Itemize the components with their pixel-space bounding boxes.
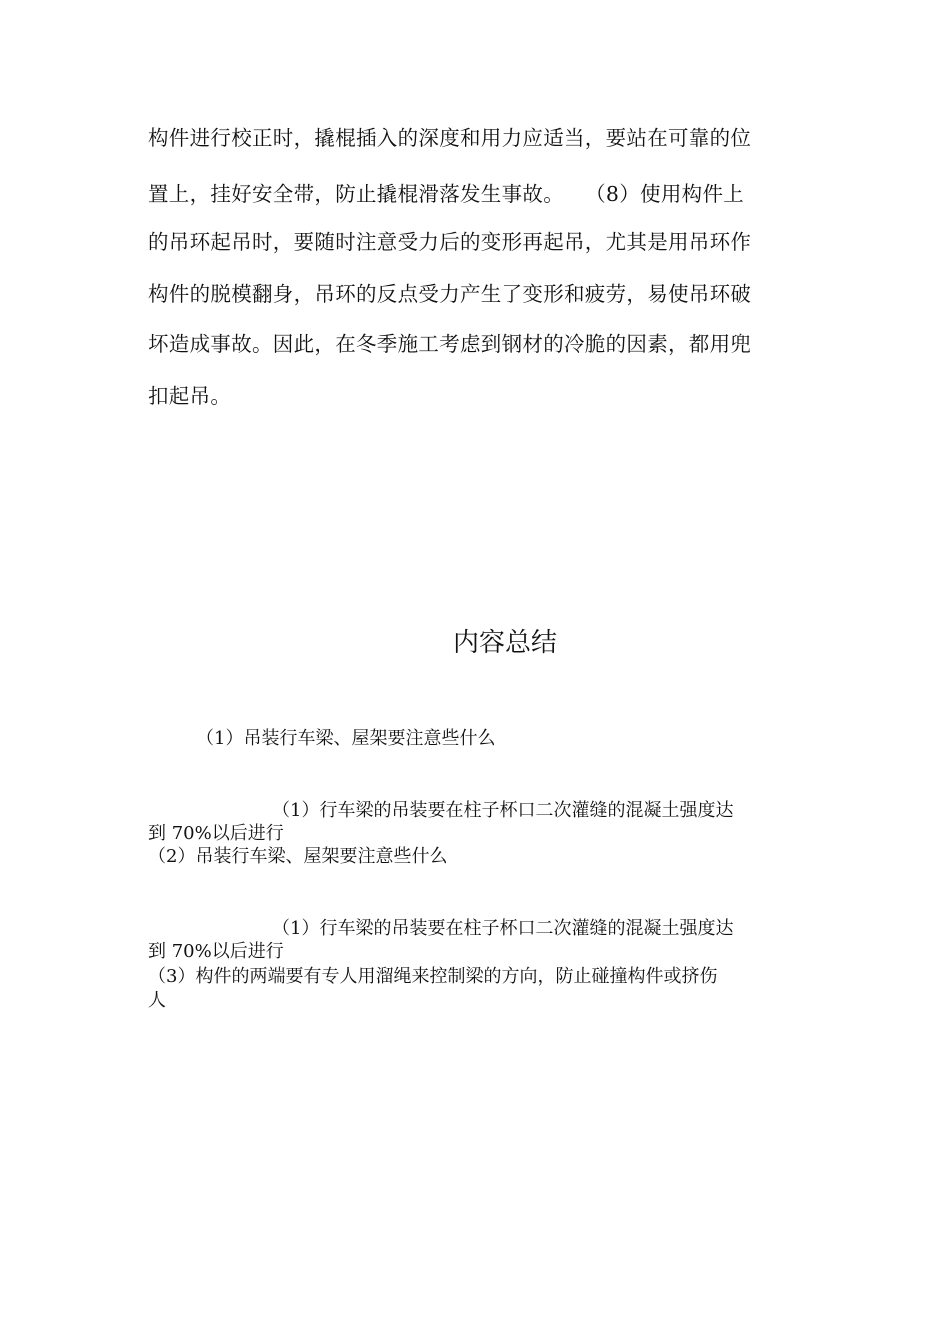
paragraph-line: 扣起吊。 <box>148 384 232 408</box>
paragraph-line: 构件的脱模翻身，吊环的反点受力产生了变形和疲劳，易使吊环破 <box>148 282 752 306</box>
summary-question-2: （2）吊装行车梁、屋架要注意些什么 <box>148 846 448 867</box>
summary-question-1: （1）吊装行车梁、屋架要注意些什么 <box>196 728 496 749</box>
paragraph-line: 的吊环起吊时，要随时注意受力后的变形再起吊，尤其是用吊环作 <box>148 230 752 254</box>
paragraph-line: 置上，挂好安全带，防止撬棍滑落发生事故。 （8）使用构件上 <box>148 182 745 206</box>
summary-answer-1-line-1: （1）行车梁的吊装要在柱子杯口二次灌缝的混凝土强度达 <box>272 800 734 821</box>
summary-answer-1-line-2: 到 70%以后进行 <box>148 823 284 844</box>
paragraph-line: 坏造成事故。因此，在冬季施工考虑到钢材的冷脆的因素，都用兜 <box>148 332 752 356</box>
summary-answer-2-line-1: （1）行车梁的吊装要在柱子杯口二次灌缝的混凝土强度达 <box>272 918 734 939</box>
summary-answer-2-line-2: 到 70%以后进行 <box>148 941 284 962</box>
summary-question-3-line-1: （3）构件的两端要有专人用溜绳来控制梁的方向，防止碰撞构件或挤伤 <box>148 966 718 987</box>
paragraph-line: 构件进行校正时，撬棍插入的深度和用力应适当，要站在可靠的位 <box>148 126 752 150</box>
summary-heading: 内容总结 <box>452 628 557 658</box>
summary-question-3-line-2: 人 <box>148 990 166 1011</box>
